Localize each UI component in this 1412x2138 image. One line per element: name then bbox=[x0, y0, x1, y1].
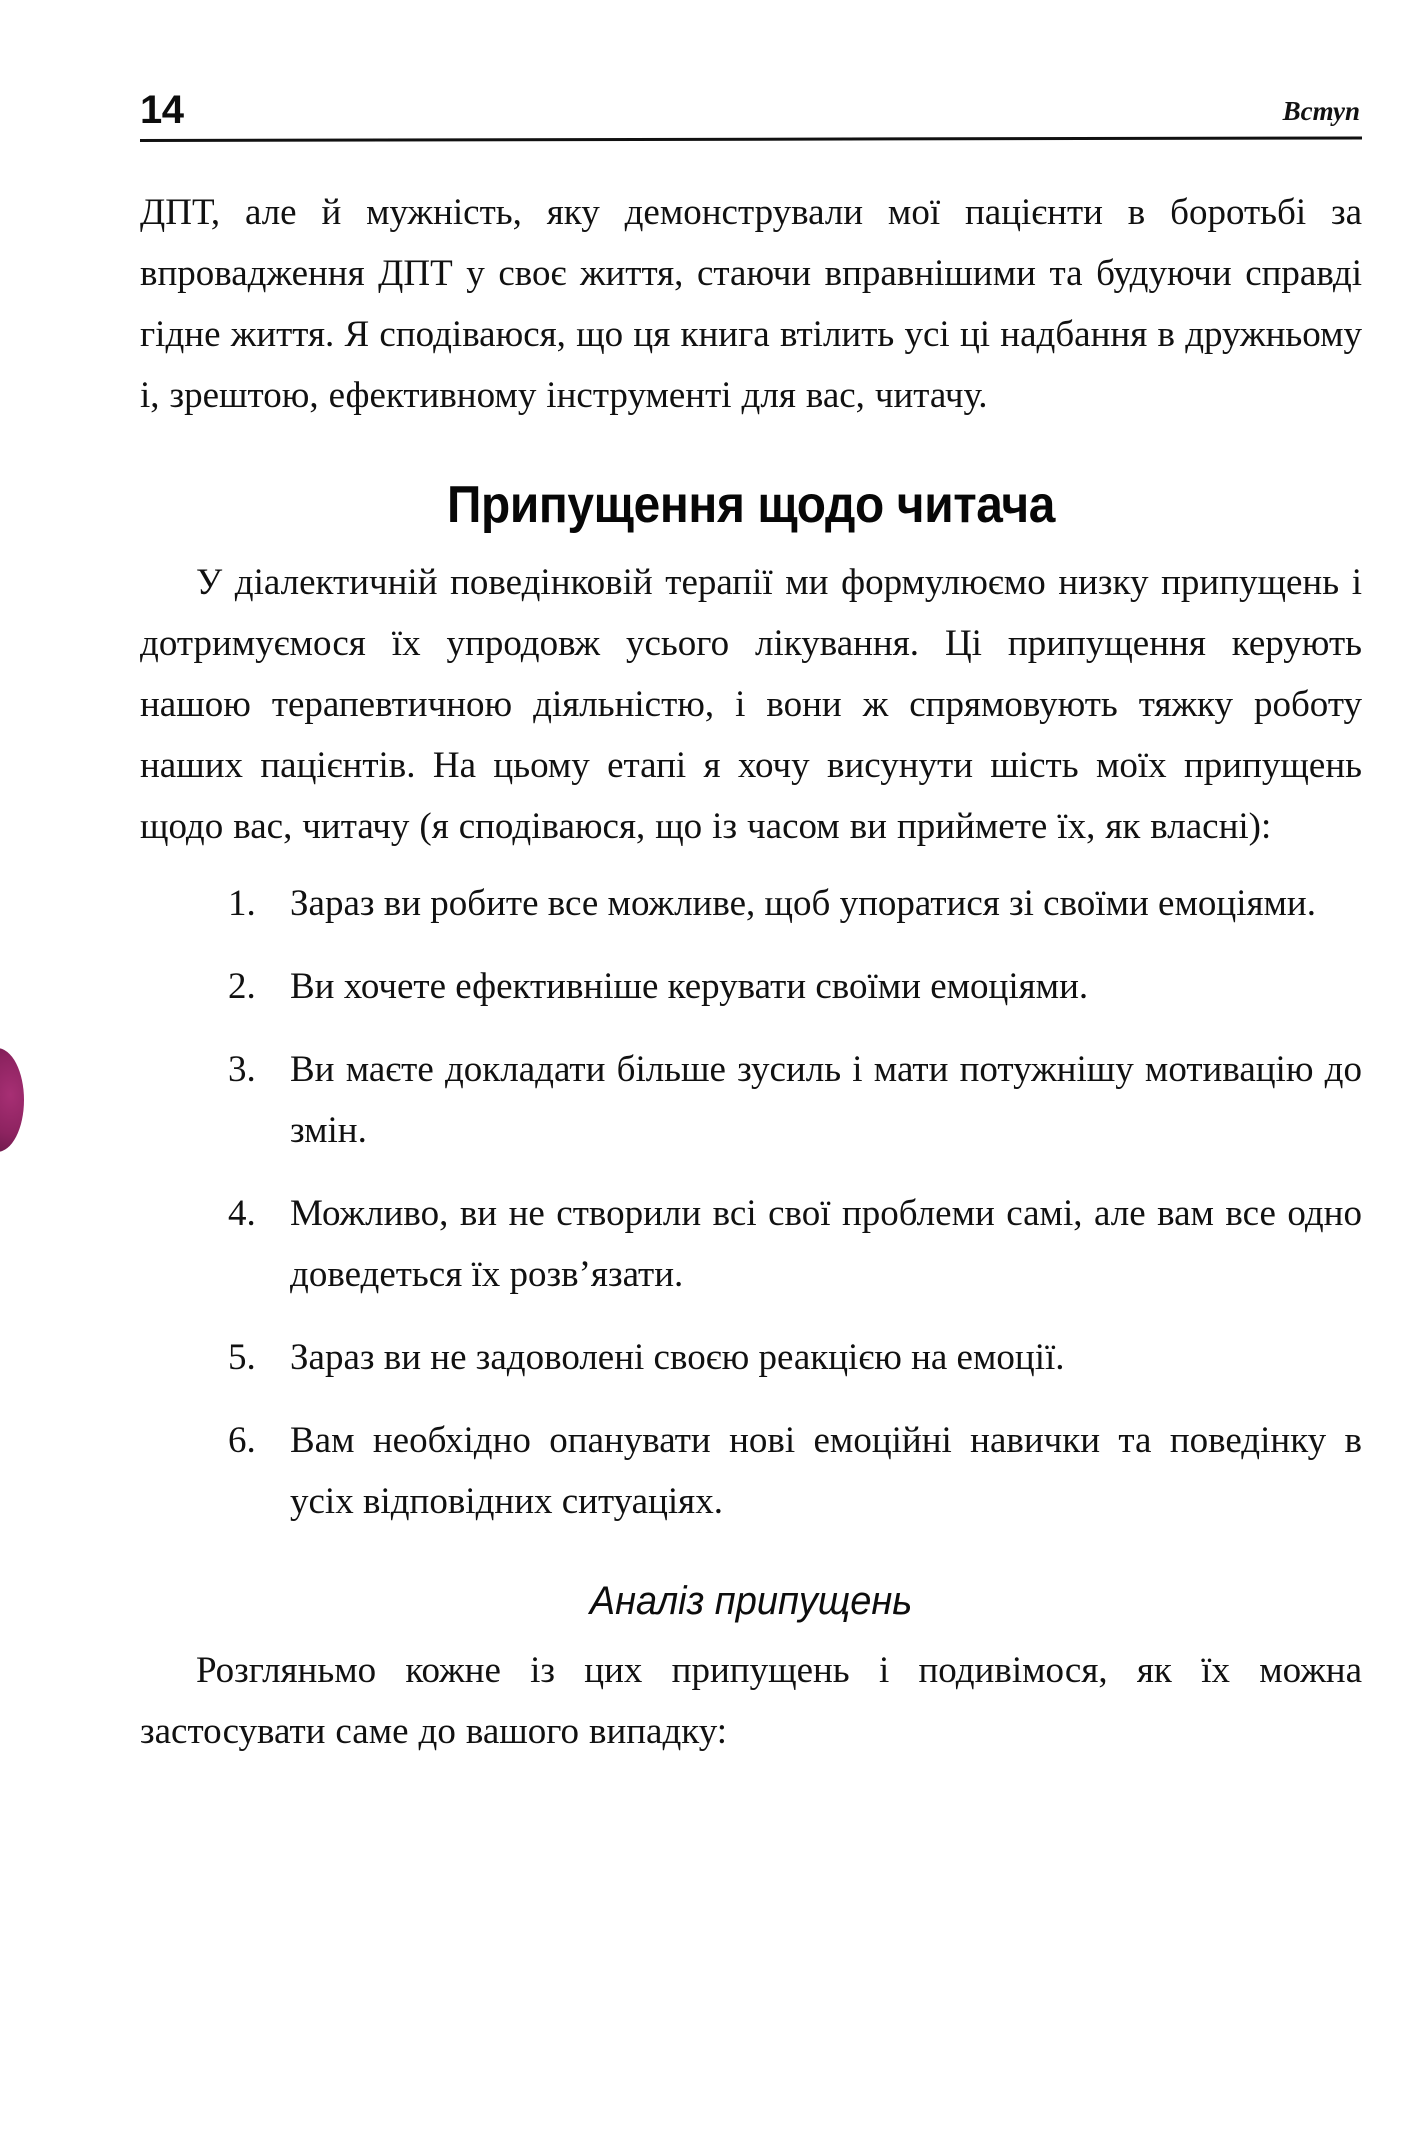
list-item bbox=[140, 1183, 1362, 1305]
section-paragraph: У діалектичній поведінковій терапії ми формулюємо низку припущень і дотримуємося їх упродовж усього лікування. Ці припущення керують нашою терапевтичною діяльністю, і вони ж спрямовують тяжку роботу наших пацієнтів. На цьому етапі я хочу висунути шість моїх припущень щодо вас, читачу (я сподіваюся, що із часом ви приймете їх, як власні): bbox=[140, 562, 1362, 847]
list-item bbox=[140, 956, 1362, 1017]
list-item-text: Вам необхідно опанувати нові емоційні навички та поведінку в усіх відповідних ситуаціях. bbox=[290, 1420, 1362, 1522]
text-column bbox=[140, 182, 1362, 1762]
list-item-text: Ви маєте докладати більше зусиль і мати потужнішу мотивацію до змін. bbox=[290, 1049, 1362, 1151]
list-item-text: Ви хочете ефективніше керувати своїми емоціями. bbox=[290, 966, 1089, 1007]
assumptions-list bbox=[140, 873, 1362, 1532]
list-item-text: Зараз ви не задоволені своєю реакцією на емоції. bbox=[290, 1337, 1065, 1378]
running-head-title: Вступ bbox=[1282, 96, 1360, 126]
subsection-title: Аналіз припущень bbox=[589, 1579, 913, 1623]
subsection-paragraph: Розгляньмо кожне із цих припущень і подивімося, як їх можна застосувати саме до вашого випадку: bbox=[140, 1650, 1362, 1752]
list-item-text: Зараз ви робите все можливе, щоб упоратися зі своїми емоціями. bbox=[290, 883, 1316, 924]
list-item-text: Можливо, ви не створили всі свої проблеми самі, але вам все одно доведеться їх розв’язати. bbox=[290, 1193, 1362, 1295]
list-item bbox=[140, 873, 1362, 934]
section-title: Припущення щодо читача bbox=[446, 476, 1056, 534]
decorative-edge-blob bbox=[0, 1048, 24, 1152]
list-item bbox=[140, 1327, 1362, 1388]
intro-paragraph: ДПТ, але й мужність, яку демонстрували мої пацієнти в боротьбі за впровадження ДПТ у своє життя, стаючи вправнішими та будуючи справді гідне життя. Я сподіваюся, що ця книга втілить усі ці надбання в дружньому і, зрештою, ефективному інструменті для вас, читачу. bbox=[140, 192, 1362, 416]
list-item bbox=[140, 1039, 1362, 1161]
page-number: 14 bbox=[140, 88, 184, 132]
list-item bbox=[140, 1410, 1362, 1532]
